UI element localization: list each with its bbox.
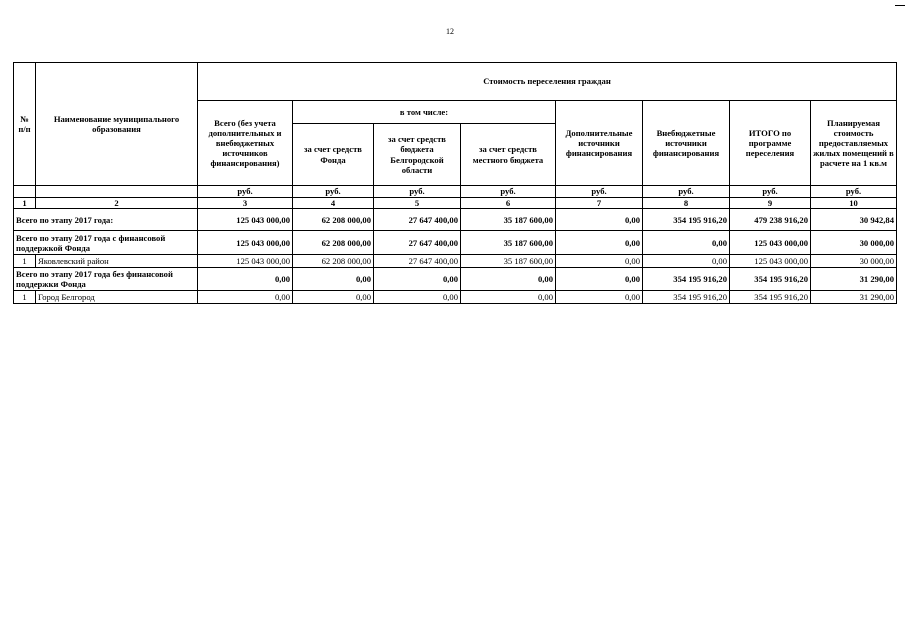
row-value: 0,00: [293, 268, 374, 291]
unit-cell: руб.: [643, 186, 730, 198]
column-number: 1: [14, 198, 36, 209]
row-value: 0,00: [556, 209, 643, 231]
header-name: Наименование муниципального образования: [36, 63, 198, 186]
column-number: 7: [556, 198, 643, 209]
column-number: 9: [730, 198, 811, 209]
column-number: 8: [643, 198, 730, 209]
row-value: 0,00: [374, 291, 461, 304]
row-value: 62 208 000,00: [293, 231, 374, 255]
row-value: 0,00: [643, 255, 730, 268]
column-numbers-row: [14, 198, 897, 209]
row-value: 0,00: [461, 268, 556, 291]
row-value: 354 195 916,20: [643, 209, 730, 231]
column-number: 2: [36, 198, 198, 209]
row-value: 0,00: [293, 291, 374, 304]
row-value: 125 043 000,00: [198, 255, 293, 268]
header-planned: Планируемая стоимость предоставляемых жилых помещений в расчете на 1 кв.м: [811, 101, 897, 186]
unit-cell: руб.: [461, 186, 556, 198]
row-value: 354 195 916,20: [643, 291, 730, 304]
row-value: 31 290,00: [811, 291, 897, 304]
table-row: [14, 291, 897, 304]
header-local: за счет средств местного бюджета: [461, 124, 556, 186]
column-number: 6: [461, 198, 556, 209]
row-number: 1: [14, 255, 36, 268]
row-value: 125 043 000,00: [198, 231, 293, 255]
column-number: 4: [293, 198, 374, 209]
row-value: 27 647 400,00: [374, 231, 461, 255]
table-row-total: [14, 209, 897, 231]
row-value: 354 195 916,20: [643, 268, 730, 291]
row-value: 125 043 000,00: [198, 209, 293, 231]
row-value: 0,00: [556, 291, 643, 304]
row-value: 30 942,84: [811, 209, 897, 231]
row-value: 479 238 916,20: [730, 209, 811, 231]
row-value: 27 647 400,00: [374, 255, 461, 268]
table-row-subtotal: [14, 268, 897, 291]
unit-cell: руб.: [293, 186, 374, 198]
row-value: 0,00: [556, 255, 643, 268]
row-value: 0,00: [461, 291, 556, 304]
row-value: 125 043 000,00: [730, 231, 811, 255]
row-value: 27 647 400,00: [374, 209, 461, 231]
row-value: 125 043 000,00: [730, 255, 811, 268]
units-row: [14, 186, 897, 198]
resettlement-cost-table: [13, 62, 897, 304]
header-cost-group: Стоимость переселения граждан: [198, 63, 897, 101]
row-name: Город Белгород: [36, 291, 198, 304]
row-value: 0,00: [198, 291, 293, 304]
header-num: № п/п: [14, 63, 36, 186]
row-value: 0,00: [198, 268, 293, 291]
row-value: 62 208 000,00: [293, 209, 374, 231]
row-value: 31 290,00: [811, 268, 897, 291]
header-region: за счет средств бюджета Белгородской области: [374, 124, 461, 186]
table-row-subtotal: [14, 231, 897, 255]
page-number: 12: [446, 27, 454, 36]
column-number: 5: [374, 198, 461, 209]
corner-mark: [895, 5, 905, 6]
header-fund: за счет средств Фонда: [293, 124, 374, 186]
header-extrabudget: Внебюджетные источники финансирования: [643, 101, 730, 186]
unit-cell: руб.: [811, 186, 897, 198]
row-value: 354 195 916,20: [730, 291, 811, 304]
row-value: 30 000,00: [811, 231, 897, 255]
row-value: 0,00: [374, 268, 461, 291]
unit-cell: руб.: [198, 186, 293, 198]
unit-cell: руб.: [556, 186, 643, 198]
header-itogo: ИТОГО по программе переселения: [730, 101, 811, 186]
row-name: Всего по этапу 2017 года с финансовой поддержкой Фонда: [14, 231, 198, 255]
column-number: 10: [811, 198, 897, 209]
row-value: 30 000,00: [811, 255, 897, 268]
row-value: 35 187 600,00: [461, 255, 556, 268]
row-name: Всего по этапу 2017 года:: [14, 209, 198, 231]
row-value: 62 208 000,00: [293, 255, 374, 268]
row-name: Всего по этапу 2017 года без финансовой поддержки Фонда: [14, 268, 198, 291]
row-value: 0,00: [556, 231, 643, 255]
table-row: [14, 255, 897, 268]
row-value: 0,00: [643, 231, 730, 255]
unit-cell: руб.: [374, 186, 461, 198]
row-name: Яковлевский район: [36, 255, 198, 268]
row-value: 35 187 600,00: [461, 231, 556, 255]
row-value: 354 195 916,20: [730, 268, 811, 291]
unit-cell: руб.: [730, 186, 811, 198]
row-value: 0,00: [556, 268, 643, 291]
row-value: 35 187 600,00: [461, 209, 556, 231]
header-additional: Дополнительные источники финансирования: [556, 101, 643, 186]
row-number: 1: [14, 291, 36, 304]
column-number: 3: [198, 198, 293, 209]
header-total: Всего (без учета дополнительных и внебюджетных источников финансирования): [198, 101, 293, 186]
header-including: в том числе:: [293, 101, 556, 124]
